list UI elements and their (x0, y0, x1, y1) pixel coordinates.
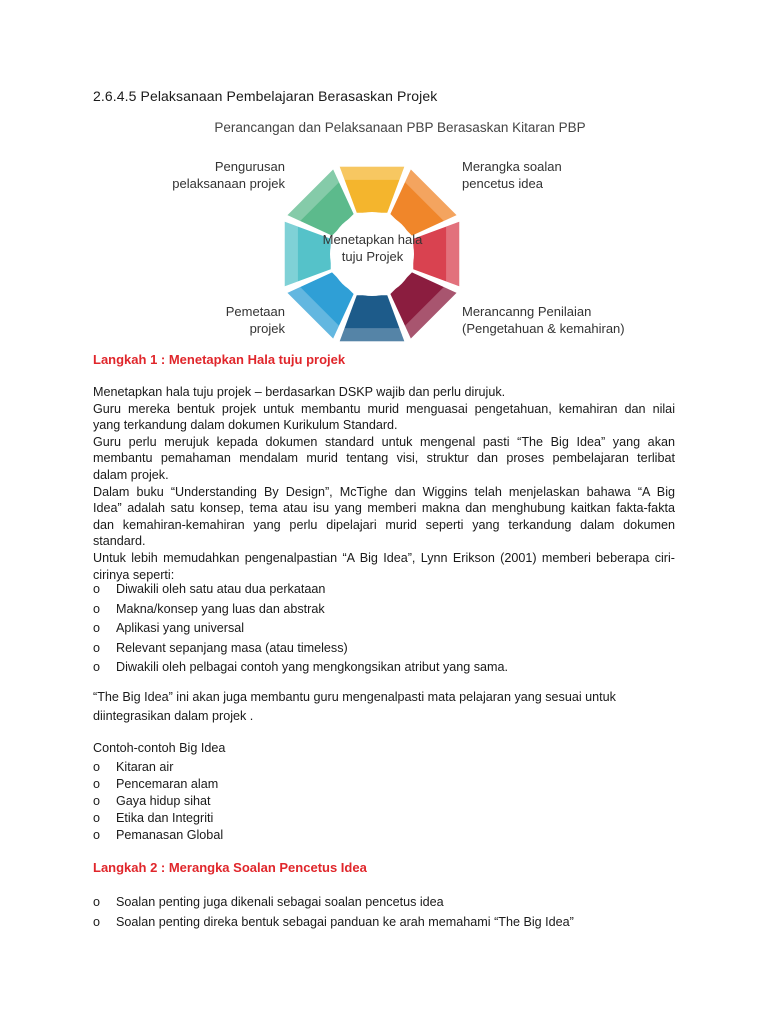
paragraph-line: Idea” adalah satu konsep, tema atau isu yang memberi makna dan menghubung kaitkan fakta-fakta (93, 501, 675, 516)
label-line: projek (249, 321, 285, 336)
paragraph-line: standard. (93, 534, 146, 549)
list-item (93, 892, 675, 912)
step1-title: Langkah 1 : Menetapkan Hala tuju projek (93, 352, 346, 367)
bullet-marker: o (93, 794, 101, 808)
list-item-text: Etika dan Integriti (116, 811, 214, 825)
list-item-text: Aplikasi yang universal (116, 621, 245, 635)
cycle-segment-highlight (340, 328, 405, 341)
bullet-marker: o (93, 660, 101, 674)
paragraph-line: cirinya seperti: (93, 567, 175, 582)
list-item-text: Soalan penting direka bentuk sebagai panduan ke arah memahami “The Big Idea” (116, 915, 574, 929)
big-idea-characteristics (93, 580, 675, 678)
list-item-text: Makna/konsep yang luas dan abstrak (116, 601, 325, 616)
paragraph-line: dalam projek. (93, 467, 169, 482)
examples-heading: Contoh-contoh Big Idea (93, 741, 226, 755)
bullet-marker: o (93, 760, 101, 774)
label-pengurusan (158, 158, 285, 192)
paragraph-line: membantu pemahaman mendalam murid tentang visi, struktur dan proses pembelajaran terlibat (93, 451, 675, 466)
cycle-segment-highlight (446, 222, 459, 287)
list-item-text: Diwakili oleh satu atau dua perkataan (116, 582, 326, 596)
bullet-marker: o (93, 828, 101, 842)
label-penilaian (462, 303, 625, 337)
big-idea-note-line-2: diintegrasikan dalam projek . (93, 709, 254, 723)
list-item-text: Diwakili oleh pelbagai contoh yang mengkongsikan atribut yang sama. (116, 660, 509, 674)
cycle-segment-highlight (285, 222, 298, 287)
paragraph-line: yang terkandung dalam dokumen Kurikulum Standard. (93, 418, 398, 433)
list-item (93, 912, 675, 932)
bullet-marker: o (93, 621, 101, 635)
bullet-marker: o (93, 582, 101, 596)
cycle-segment-highlight (340, 167, 405, 180)
bullet-marker: o (93, 915, 101, 929)
bullet-marker: o (93, 895, 101, 909)
bullet-marker: o (93, 811, 101, 825)
list-item (93, 759, 675, 776)
list-item-text: Gaya hidup sihat (116, 794, 211, 808)
list-item (93, 639, 675, 659)
diagram-title: Perancangan dan Pelaksanaan PBP Berasaskan Kitaran PBP (214, 120, 586, 135)
paragraph-line: dan kemahiran-kemahiran yang perlu dipelajari murid seperti yang terkandung dalam dokumen (93, 517, 675, 532)
big-idea-examples (93, 759, 675, 844)
big-idea-note (93, 688, 675, 726)
list-item-text: Pemanasan Global (116, 828, 224, 842)
label-merangka (462, 158, 562, 192)
bullet-marker: o (93, 601, 101, 616)
list-item (93, 619, 675, 639)
paragraph-line: Guru perlu merujuk kepada dokumen standard untuk mengenal pasti “The Big Idea” yang akan (93, 434, 675, 449)
step2-title: Langkah 2 : Merangka Soalan Pencetus Idea (93, 860, 367, 875)
step1-paragraph (93, 384, 675, 583)
label-pemetaan (158, 303, 285, 337)
list-item (93, 793, 675, 810)
diagram-center-label (310, 231, 435, 265)
list-item (93, 580, 675, 600)
step2-bullets (93, 892, 675, 932)
paragraph-line: Untuk lebih memudahkan pengenalpastian “A Big Idea”, Lynn Erikson (2001) memberi beberapa ciri- (93, 550, 675, 565)
section-title: 2.6.4.5 Pelaksanaan Pembelajaran Berasaskan Projek (93, 88, 438, 104)
list-item-text: Soalan penting juga dikenali sebagai soalan pencetus idea (116, 895, 444, 909)
center-line-1: Menetapkan hala (322, 232, 423, 247)
label-line: pelaksanaan projek (172, 176, 285, 191)
label-line: Pemetaan (225, 304, 285, 319)
list-item-text: Relevant sepanjang masa (atau timeless) (116, 640, 348, 655)
big-idea-note-line-1: “The Big Idea” ini akan juga membantu guru mengenalpasti mata pelajaran yang sesuai untuk (93, 690, 616, 704)
paragraph-line: Dalam buku “Understanding By Design”, McTighe dan Wiggins telah menjelaskan bahawa “A Big (93, 484, 675, 499)
label-line: Pengurusan (214, 159, 285, 174)
pbp-cycle-diagram (150, 110, 650, 350)
list-item (93, 810, 675, 827)
label-line: Merancanng Penilaian (462, 304, 592, 319)
list-item (93, 776, 675, 793)
paragraph-line: Guru mereka bentuk projek untuk membantu murid menguasai pengetahuan, kemahiran dan nilai (93, 401, 675, 416)
center-line-2: tuju Projek (341, 249, 404, 264)
label-line: pencetus idea (462, 176, 543, 191)
label-line: (Pengetahuan & kemahiran) (462, 321, 625, 336)
paragraph-line: Menetapkan hala tuju projek – berdasarkan DSKP wajib dan perlu dirujuk. (93, 385, 506, 399)
bullet-marker: o (93, 640, 101, 655)
list-item (93, 658, 675, 678)
bullet-marker: o (93, 777, 101, 791)
label-line: Merangka soalan (462, 159, 562, 174)
list-item-text: Pencemaran alam (116, 777, 219, 791)
list-item-text: Kitaran air (116, 760, 174, 774)
list-item (93, 600, 675, 620)
list-item (93, 827, 675, 844)
